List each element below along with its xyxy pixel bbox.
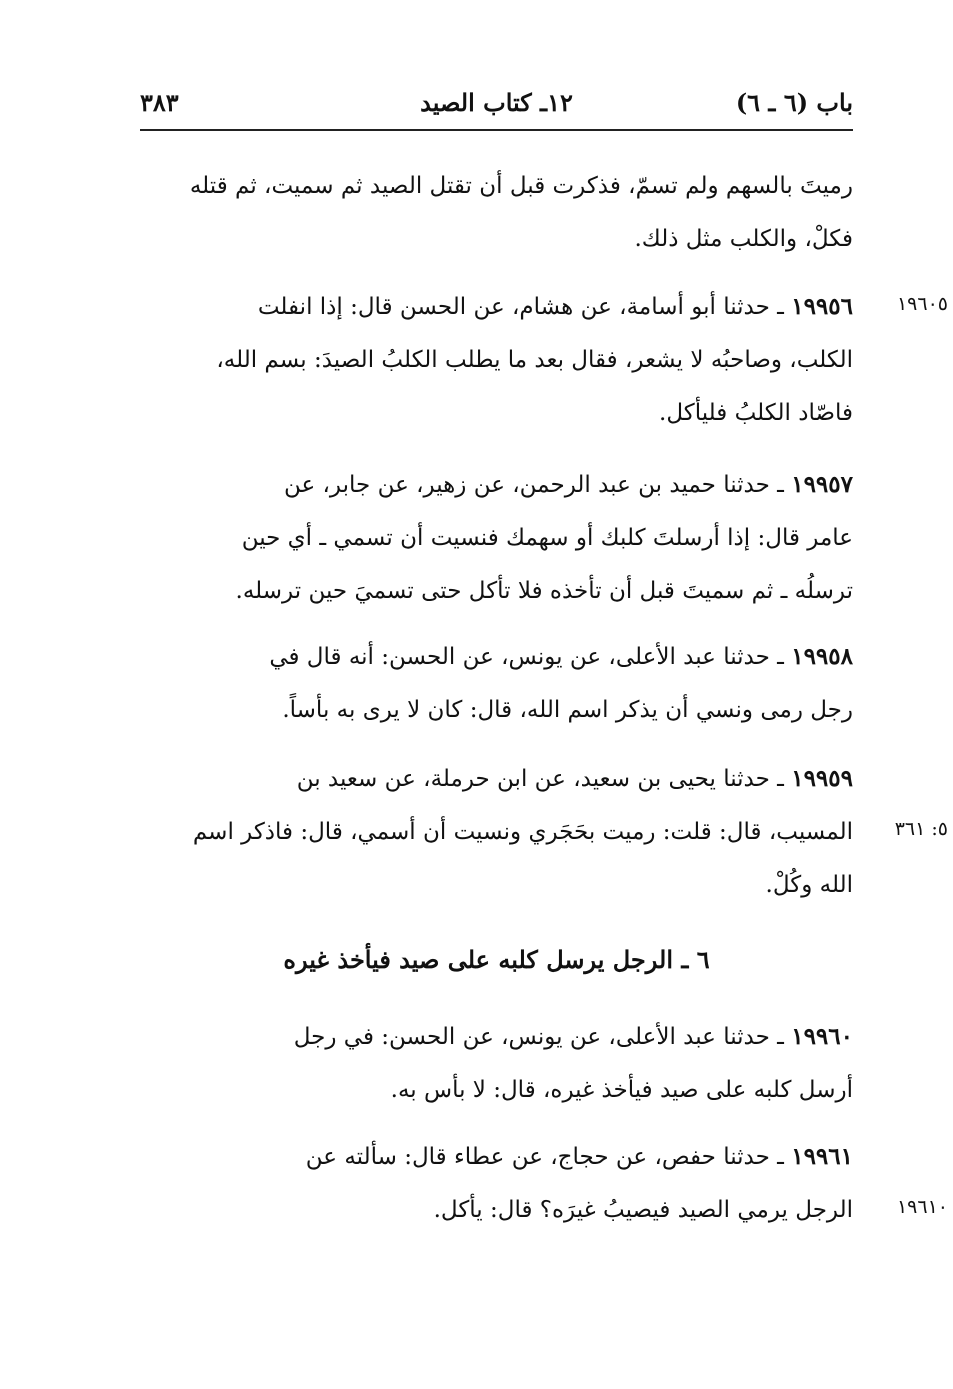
- margin-note: ٥: ٣٦١: [894, 818, 948, 840]
- section-title: ٦ ـ الرجل يرسل كلبه على صيد فيأخذ غيره: [283, 945, 710, 974]
- hadith-19960: [140, 1010, 853, 1117]
- page-number: ٣٨٣: [140, 88, 179, 117]
- hadith-number: ١٩٩٦٠: [791, 1023, 853, 1050]
- hadith-19959: [140, 752, 853, 912]
- hadith-19957: [140, 458, 853, 618]
- book-title: ١٢ـ كتاب الصيد: [420, 88, 573, 117]
- text-line: أرسل كلبه على صيد فيأخذ غيره، قال: لا بأس به.: [390, 1077, 853, 1103]
- hadith-number: ١٩٩٥٦: [791, 293, 853, 320]
- page-header: [140, 80, 853, 124]
- text-line: رجل رمى ونسي أن يذكر اسم الله، قال: كان لا يرى به بأساً.: [282, 697, 853, 723]
- text-line: فاصّاد الكلبُ فليأكل.: [659, 400, 853, 426]
- text-line: رميتَ بالسهم ولم تسمّ، فذكرت قبل أن تقتل الصيد ثم سميت، ثم قتله: [189, 173, 853, 199]
- text-line: الرجل يرمي الصيد فيصيبُ غيرَه؟ قال: يأكل.: [433, 1197, 853, 1223]
- paragraph-continuation: [140, 160, 853, 266]
- margin-note: ١٩٦١٠: [896, 1196, 948, 1218]
- hadith-19956: [140, 280, 853, 440]
- text-line: فكلْ، والكلب مثل ذلك.: [634, 226, 853, 252]
- text-line: ـ حدثنا يحيى بن سعيد، عن ابن حرملة، عن سعيد بن: [296, 766, 784, 792]
- text-line: الكلب، وصاحبُه لا يشعر، فقال بعد ما يطلب الكلبُ الصيدَ: بسم الله،: [216, 347, 853, 373]
- text-line: ترسلُه ـ ثم سميتَ قبل أن تأخذه فلا تأكل حتى تسميَ حين ترسله.: [235, 578, 853, 604]
- hadith-number: ١٩٩٦١: [791, 1143, 853, 1170]
- hadith-number: ١٩٩٥٩: [791, 765, 853, 792]
- text-line: عامر قال: إذا أرسلتَ كلبك أو سهمك فنسيت أن تسمي ـ أي حين: [241, 525, 853, 551]
- text-line: المسيب، قال: قلت: رميت بحَجَري ونسيت أن أسمي، قال: فاذكر اسم: [192, 819, 853, 845]
- header-divider: [140, 129, 853, 131]
- hadith-number: ١٩٩٥٧: [791, 471, 853, 498]
- text-line: ـ حدثنا عبد الأعلى، عن يونس، عن الحسن: أنه قال في: [269, 644, 784, 670]
- hadith-number: ١٩٩٥٨: [791, 643, 853, 670]
- chapter-range: باب (٦ ـ ٦): [735, 88, 853, 117]
- hadith-19961: [140, 1130, 853, 1237]
- text-line: الله وكُلْ.: [765, 872, 853, 898]
- margin-note: ١٩٦٠٥: [896, 293, 948, 315]
- hadith-19958: [140, 630, 853, 737]
- text-line: ـ حدثنا عبد الأعلى، عن يونس، عن الحسن: في رجل: [293, 1024, 784, 1050]
- text-line: ـ حدثنا حفص، عن حجاج، عن عطاء قال: سألته عن: [305, 1144, 784, 1170]
- text-line: ـ حدثنا أبو أسامة، عن هشام، عن الحسن قال: إذا انفلت: [257, 294, 784, 320]
- text-line: ـ حدثنا حميد بن عبد الرحمن، عن زهير، عن جابر، عن: [283, 472, 784, 498]
